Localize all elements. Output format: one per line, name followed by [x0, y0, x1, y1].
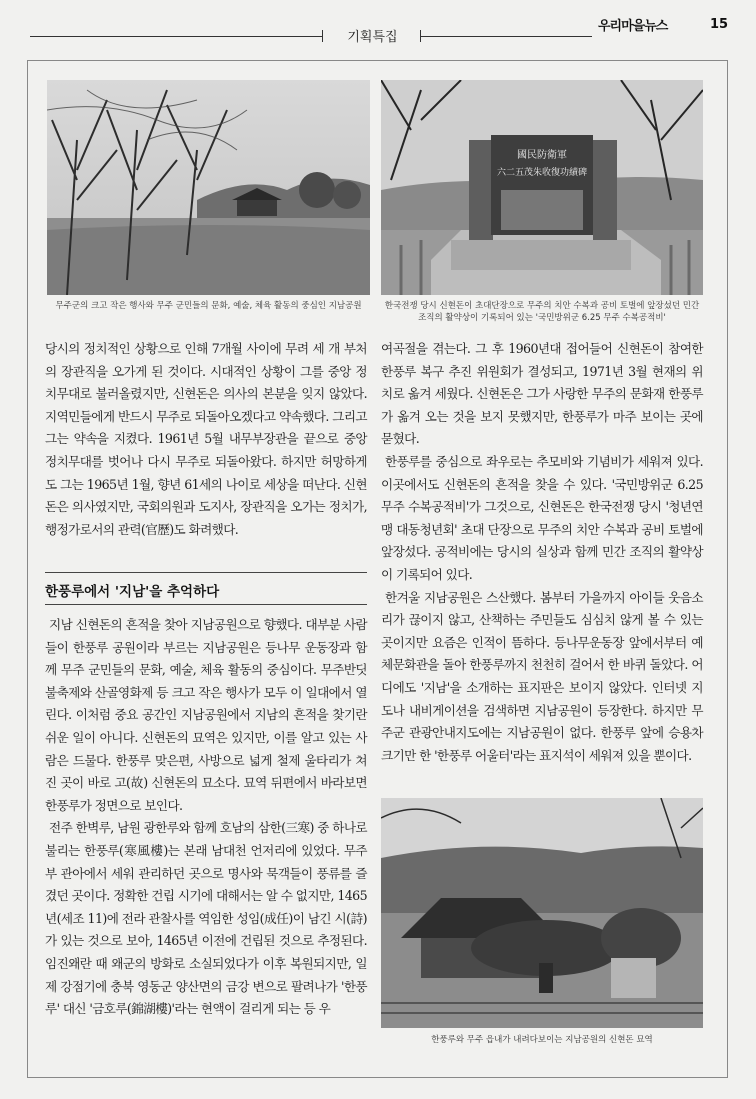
monument-inscription-2: 六二五茂朱收復功績碑: [496, 168, 588, 178]
tomb-photo: [381, 798, 703, 1028]
header-rule-right: [420, 36, 592, 37]
section-title: 기획특집: [347, 30, 398, 45]
monument-photo-image: [381, 80, 703, 295]
park-photo: [47, 80, 370, 295]
masthead-logo: 우리마을뉴스: [598, 19, 668, 34]
body-paragraph-3: 여곡절을 겪는다. 그 후 1960년대 접어들어 신현돈이 참여한 한풍루 복구 추진 위원회가 결성되고, 1971년 3월 현재의 위치로 옮겨 세웠다. 신현돈은 그가 사랑한 무주의 문화재 한풍루가 옮겨 오는 것을 보지 못했지만, 한풍루가 마주 보이는 곳에 묻혔다.: [381, 341, 703, 447]
monument-photo: [381, 80, 703, 295]
tomb-photo-image: [381, 798, 703, 1028]
tomb-photo-caption: 한풍루와 무주 읍내가 내려다보이는 지남공원의 신현돈 묘역: [431, 1035, 653, 1045]
body-paragraph-4: 한풍루를 중심으로 좌우로는 추모비와 기념비가 세워져 있다. 이곳에서도 신현돈의 흔적을 찾을 수 있다. '국민방위군 6.25 무주 수복공적비'가 그것으로, 신현돈은 한국전쟁 당시 '청년연맹 대동청년회' 초대 단장으로 무주의 치안 수복과 공비 토벌에 앞장섰다. 공적비에는 당시의 실상과 함께 민간 조직의 활약상이 기록되어 있다.: [381, 453, 703, 582]
page-header: [0, 0, 756, 48]
header-tick-left: [322, 30, 323, 42]
park-photo-caption: 무주군의 크고 작은 행사와 무주 군민들의 문화, 예술, 체육 활동의 중심인 지남공원: [55, 301, 362, 311]
page-number: 15: [710, 17, 729, 32]
article-subheading: 한풍루에서 '지남'을 추억하다: [45, 584, 220, 600]
left-body-text: [45, 614, 367, 1021]
body-paragraph-1: 지남 신현돈의 흔적을 찾아 지남공원으로 향했다. 대부분 사람들이 한풍루 공원이라 부르는 지남공원은 등나무 운동장과 함께 무주 군민들의 문화, 예술, 체육 활동의 중심이다. 무주반딧불축제와 산골영화제 등 크고 작은 행사가 모두 이 일대에서 열린다. 이처럼 중요 공간인 지남공원에서 지남의 흔적을 찾기란 쉬운 일이 아니다. 신현돈의 묘역은 있지만, 이를 알고 있는 사람은 드물다. 한풍루 맞은편, 사방으로 넓게 철제 울타리가 쳐진 곳이 바로 고(故) 신현돈의 묘소다. 묘역 뒤편에서 바라보면 한풍루가 정면으로 보인다.: [45, 617, 367, 813]
body-paragraph-5: 한겨울 지남공원은 스산했다. 봄부터 가을까지 아이들 웃음소리가 끊이지 않고, 산책하는 주민들도 심심치 않게 볼 수 있는 곳이지만 요즘은 인적이 뜸하다. 등나무운동장 앞에서부터 예체문화관을 돌아 한풍루까지 천천히 걸어서 한 바퀴 돌았다. 어디에도 '지남'을 소개하는 표지판은 보이지 않았다. 인터넷 지도나 내비게이션을 검색하면 지남공원이 등장한다. 하지만 무주군 관광안내지도에는 지남공원이 없다. 한풍루 앞에 승용차 크기만 한 '한풍루 어울터'라는 표지석이 세워져 있을 뿐이다.: [381, 589, 703, 763]
right-body-text: [381, 338, 703, 767]
intro-paragraph: 당시의 정치적인 상황으로 인해 7개월 사이에 무려 세 개 부처의 장관직을 오가게 된 것이다. 시대적인 상황이 그를 중앙 정치무대로 불러올렸지만, 신현돈은 의사의 본분을 잊지 않았다. 지역민들에게 반드시 무주로 되돌아오겠다고 약속했다. 그리고 그는 약속을 지켰다. 1961년 5월 내무부장관을 끝으로 중앙 정치무대를 벗어나 다시 무주로 되돌아왔다. 하지만 허망하게도 그는 1965년 1월, 향년 61세의 나이로 세상을 떠난다. 신현돈은 의사였지만, 국회의원과 도지사, 장관직을 오가는 정치가, 행정가로서의 관력(官歷)도 화려했다.: [45, 341, 367, 537]
left-intro-text: [45, 338, 367, 541]
header-rule-left: [30, 36, 322, 37]
subhead-rule-top: [45, 572, 367, 573]
subhead-rule-bottom: [45, 604, 367, 605]
body-paragraph-2: 전주 한벽루, 남원 광한루와 함께 호남의 삼한(三寒) 중 하나로 불리는 한풍루(寒風樓)는 본래 남대천 언저리에 있었다. 무주부 관아에서 세워 관리하던 곳으로 명사와 묵객들이 풍류를 즐겼던 곳이다. 정확한 건립 시기에 대해서는 알 수 없지만, 1465년(세조 11)에 전라 관찰사를 역임한 성임(成任)이 남긴 시(詩)가 있는 것으로 보아, 1465년 이전에 건립된 것으로 추정된다. 임진왜란 때 왜군의 방화로 소실되었다가 이후 복원되지만, 일제 강점기에 충북 영동군 양산면의 금강 변으로 팔려나가 '한풍루' 대신 '금호루(錦湖樓)'라는 현액이 걸리게 되는 등 우: [45, 820, 367, 1017]
monument-caption-line-2: 조직의 활약상이 기록되어 있는 '국민방위군 6.25 무주 수복공적비': [418, 313, 666, 323]
park-photo-image: [47, 80, 370, 295]
monument-photo-caption: [381, 300, 703, 324]
monument-inscription-1: 國民防衛軍: [517, 150, 567, 161]
monument-caption-line-1: 한국전쟁 당시 신현돈이 초대단장으로 무주의 치안 수복과 공비 토벌에 앞장섰던 민간: [384, 301, 700, 311]
